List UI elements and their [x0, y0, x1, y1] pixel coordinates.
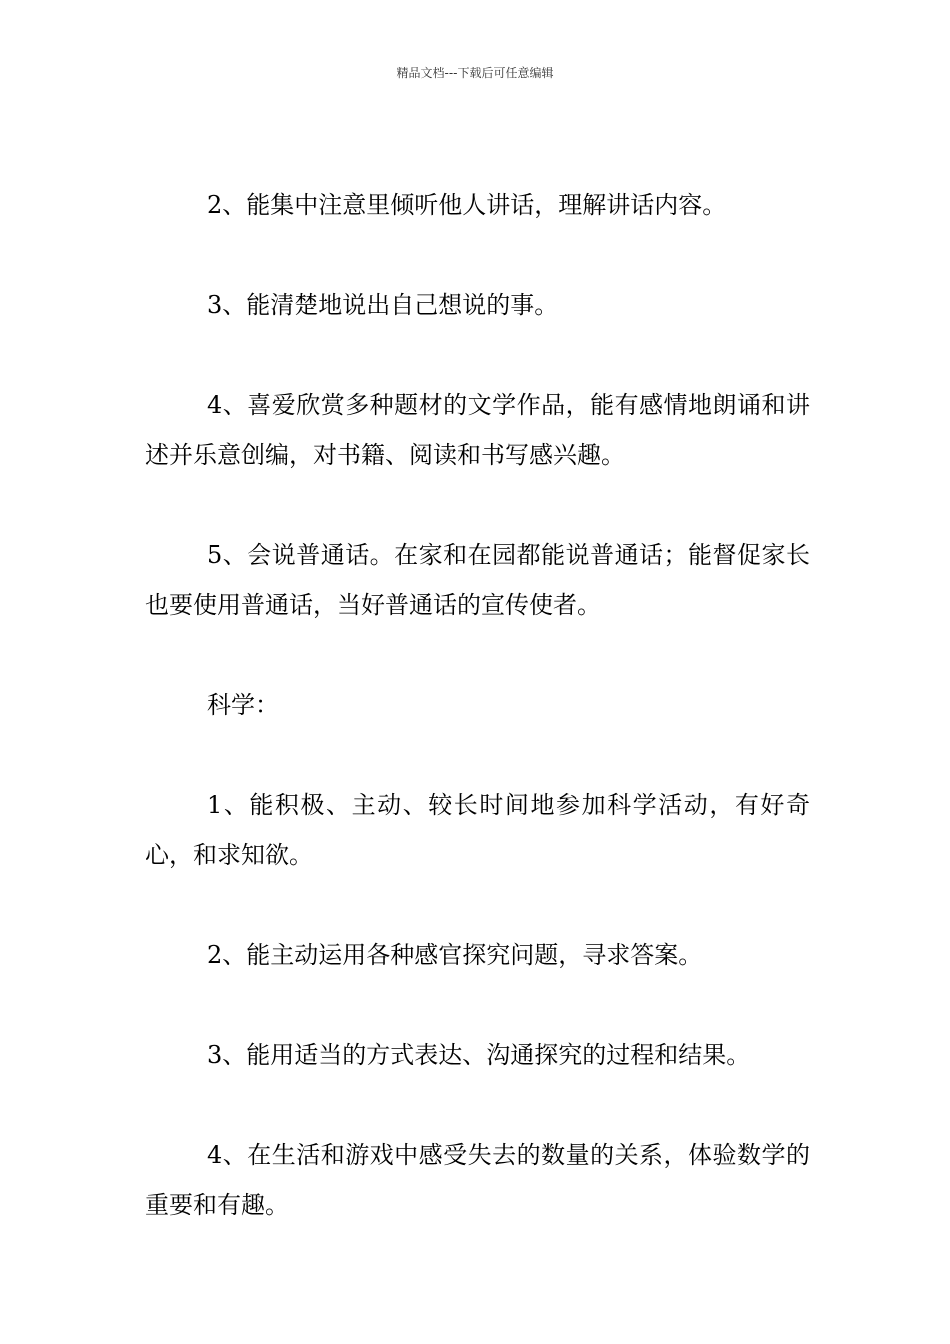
paragraph-language-5: 5、会说普通话。在家和在园都能说普通话；能督促家长也要使用普通话，当好普通话的宣传使者。 — [145, 541, 810, 619]
paragraph-science-3: 3、能用适当的方式表达、沟通探究的过程和结果。 — [207, 1041, 751, 1069]
document-body — [145, 180, 810, 1280]
paragraph-science-1: 1、能积极、主动、较长时间地参加科学活动，有好奇心，和求知欲。 — [145, 791, 810, 869]
paragraph-science-2: 2、能主动运用各种感官探究问题，寻求答案。 — [207, 941, 703, 969]
paragraph-science-4: 4、在生活和游戏中感受失去的数量的关系，体验数学的重要和有趣。 — [145, 1141, 810, 1219]
page-header: 精品文档---下载后可任意编辑 — [396, 66, 554, 80]
section-heading-science: 科学： — [207, 691, 279, 719]
paragraph-language-4: 4、喜爱欣赏多种题材的文学作品，能有感情地朗诵和讲述并乐意创编，对书籍、阅读和书写感兴趣。 — [145, 391, 810, 469]
paragraph-language-3: 3、能清楚地说出自己想说的事。 — [207, 291, 559, 319]
paragraph-language-2: 2、能集中注意里倾听他人讲话，理解讲话内容。 — [207, 191, 727, 219]
